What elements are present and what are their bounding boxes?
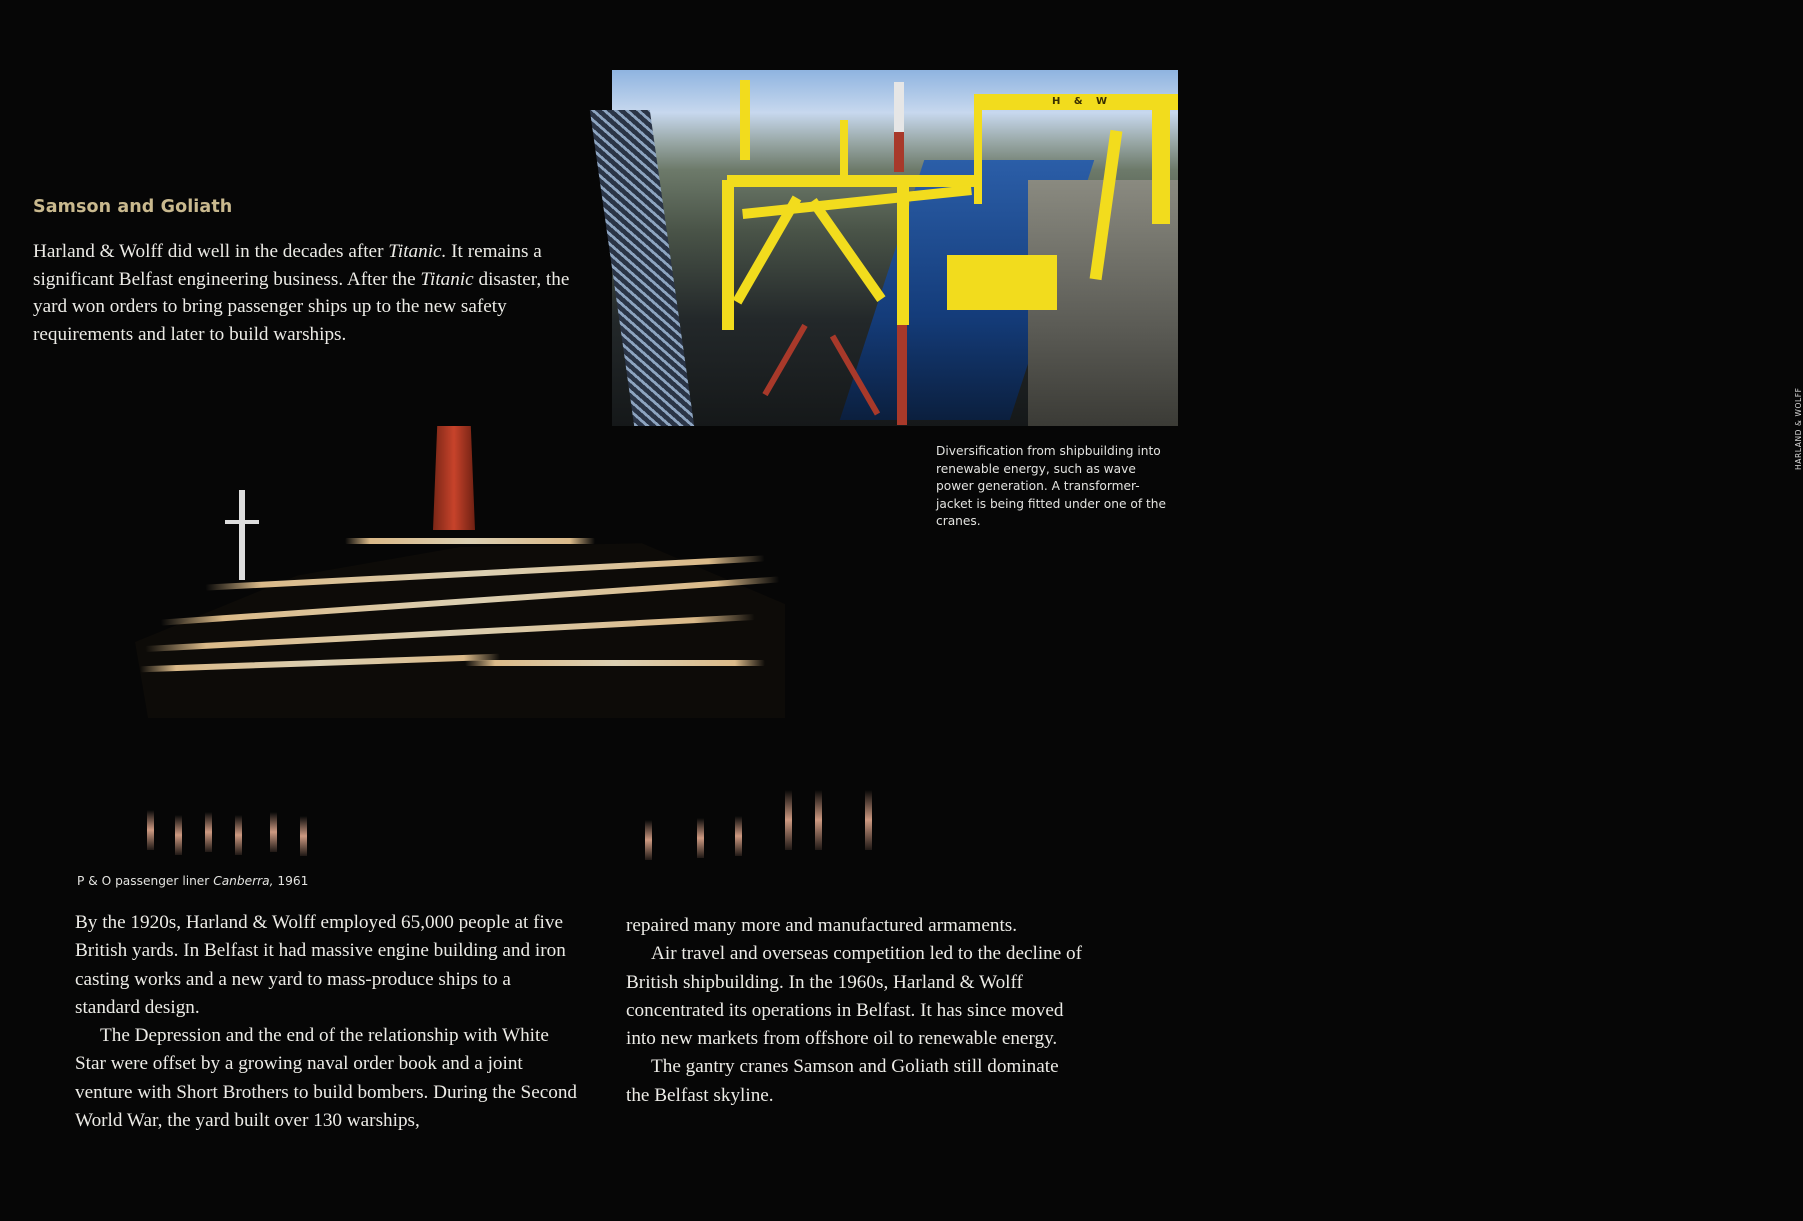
shipyard-photo-caption: Diversification from shipbuilding into renewable energy, such as wave power generation. A transformer-jacket is being fitted under one of the cranes. bbox=[936, 444, 1166, 528]
intro-italic-title: Titanic. bbox=[388, 241, 447, 262]
liner-night-photo bbox=[85, 420, 915, 865]
jacket-pile bbox=[740, 80, 750, 160]
gantry-crane-label: H & W bbox=[1052, 96, 1113, 107]
water-reflection bbox=[175, 815, 182, 855]
body-column-right bbox=[626, 912, 1086, 1110]
lattice-crane bbox=[590, 110, 694, 426]
body-paragraph: By the 1920s, Harland & Wolff employed 65,000 people at five British yards. In Belfast it had massive engine building and iron casting works and a new yard to mass-produce ships to a standard design. bbox=[75, 912, 566, 1018]
jacket-brace bbox=[808, 198, 885, 302]
body-paragraph: Air travel and overseas competition led to the decline of British shipbuilding. In the 1960s, Harland & Wolff concentrated its operations in Belfast. It has since moved into new markets from offshore oil to renewable energy. bbox=[626, 943, 1083, 1050]
jacket-pile-red bbox=[894, 132, 904, 172]
caption-year: 1961 bbox=[273, 874, 309, 888]
body-paragraph: The Depression and the end of the relationship with White Star were offset by a growing naval order book and a joint venture with Short Brothers to build bombers. During the Second World War, the yard built over 130 warships, bbox=[75, 1025, 578, 1132]
liner-mast bbox=[239, 490, 245, 580]
water-reflection bbox=[300, 816, 307, 856]
water-reflection bbox=[815, 790, 822, 850]
caption-ship-name: Canberra, bbox=[213, 874, 274, 888]
water-reflection bbox=[270, 812, 277, 852]
intro-text: Harland & Wolff did well in the decades after bbox=[33, 241, 389, 262]
intro-paragraph bbox=[33, 238, 593, 348]
caption-text: P & O passenger liner bbox=[77, 874, 214, 888]
intro-italic-title: Titanic bbox=[420, 268, 474, 290]
section-heading: Samson and Goliath bbox=[33, 197, 233, 217]
water-reflection bbox=[697, 818, 704, 858]
jacket-top-beam bbox=[727, 175, 977, 187]
deck-lights bbox=[465, 660, 765, 666]
photo-credit: HARLAND & WOLFF bbox=[1794, 387, 1803, 470]
body-paragraph: The gantry cranes Samson and Goliath still dominate the Belfast skyline. bbox=[626, 1056, 1059, 1106]
liner-funnel bbox=[433, 426, 475, 530]
jacket-brace-red bbox=[762, 324, 807, 396]
water-reflection bbox=[235, 815, 242, 855]
intro-text: It remains a significant Belfast engineering business. After the bbox=[33, 241, 542, 290]
body-column-left bbox=[75, 909, 580, 1135]
water-reflection bbox=[735, 816, 742, 856]
intro-text: disaster, the yard won orders to bring passenger ships up to the new safety requirements and later to build warships. bbox=[33, 268, 570, 345]
deck-lights bbox=[345, 538, 595, 544]
water-reflection bbox=[645, 820, 652, 860]
gantry-crane-leg bbox=[974, 94, 982, 204]
water-reflection bbox=[147, 810, 154, 850]
yellow-vessel bbox=[947, 255, 1057, 310]
liner-photo-caption bbox=[77, 874, 308, 888]
jacket-pile bbox=[894, 82, 904, 132]
jacket-leg-lower bbox=[897, 325, 907, 425]
jacket-leg bbox=[897, 185, 909, 325]
jacket-leg bbox=[722, 180, 734, 330]
water-reflection bbox=[205, 812, 212, 852]
water-reflection bbox=[865, 790, 872, 850]
body-paragraph: repaired many more and manufactured armaments. bbox=[626, 915, 1018, 936]
jacket-pile bbox=[840, 120, 848, 180]
gantry-crane-leg bbox=[1152, 94, 1170, 224]
liner-mast-yard bbox=[225, 520, 259, 524]
water-reflection bbox=[785, 790, 792, 850]
shipyard-photo bbox=[612, 70, 1803, 470]
